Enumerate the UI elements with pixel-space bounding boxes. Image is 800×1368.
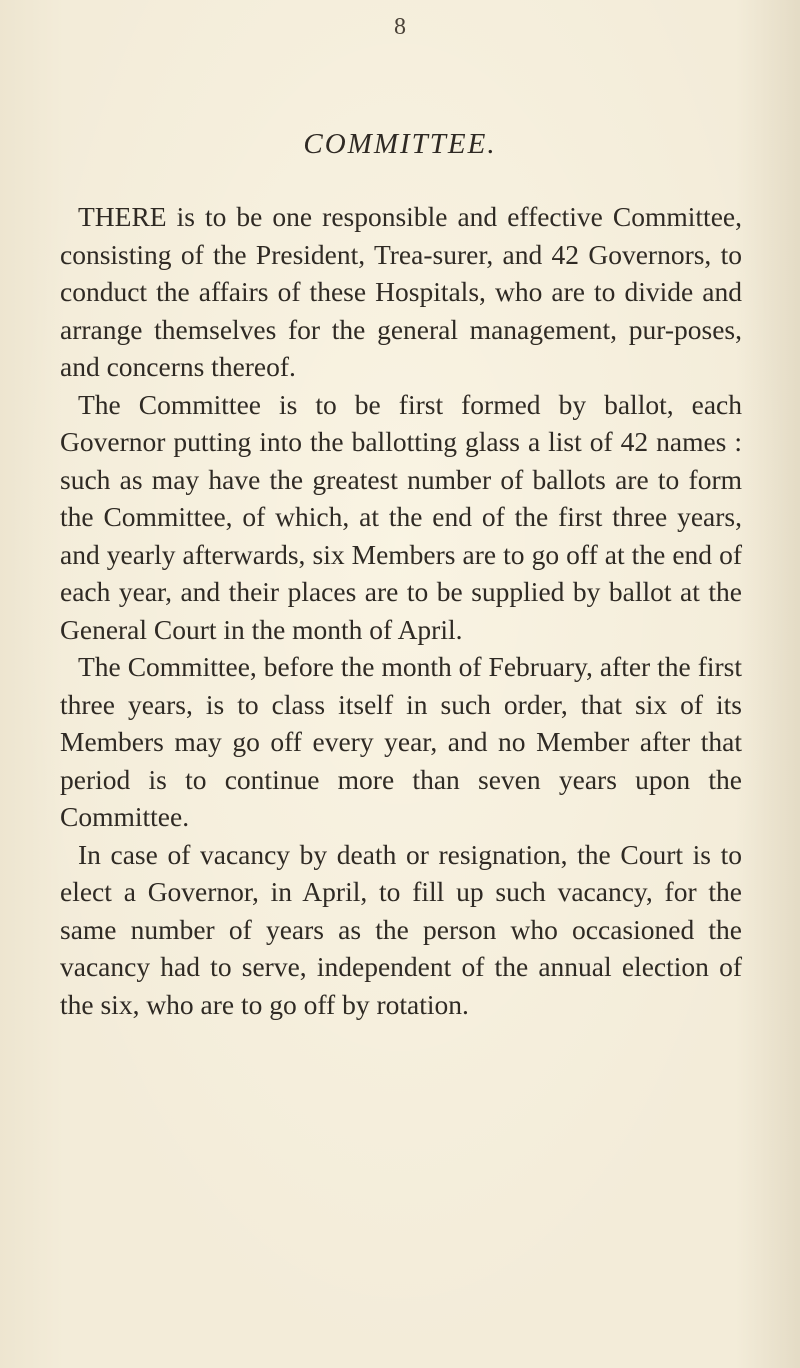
paragraph-2: The Committee is to be first formed by ballot, each Governor putting into the ballotting glass a list of 42 names : such as may have the greatest number of ballots are to form the Committee, of which, at the end of the first three years, and yearly afterwards, six Members are to go off at the end of each year, and their places are to be supplied by ballot at the General Court in the month of April.: [60, 388, 742, 645]
paragraph-4: In case of vacancy by death or resignation, the Court is to elect a Governor, in April, to fill up such vacancy, for the same number of years as the person who occasioned the vacancy had to serve, independent of the annual election of the six, who are to go off by rotation.: [60, 838, 742, 1020]
section-heading: COMMITTEE.: [303, 128, 497, 160]
body-text: [60, 198, 742, 1023]
paragraph-1: THERE is to be one responsible and effective Committee, consisting of the President, Trea-surer, and 42 Governors, to conduct the affairs of these Hospitals, who are to divide and arrange themselves for the general management, pur-poses, and concerns thereof.: [60, 201, 742, 382]
page-number: 8: [394, 14, 406, 40]
paragraph-3: The Committee, before the month of February, after the first three years, is to class itself in such order, that six of its Members may go off every year, and no Member after that period is to continue more than seven years upon the Committee.: [60, 651, 742, 832]
